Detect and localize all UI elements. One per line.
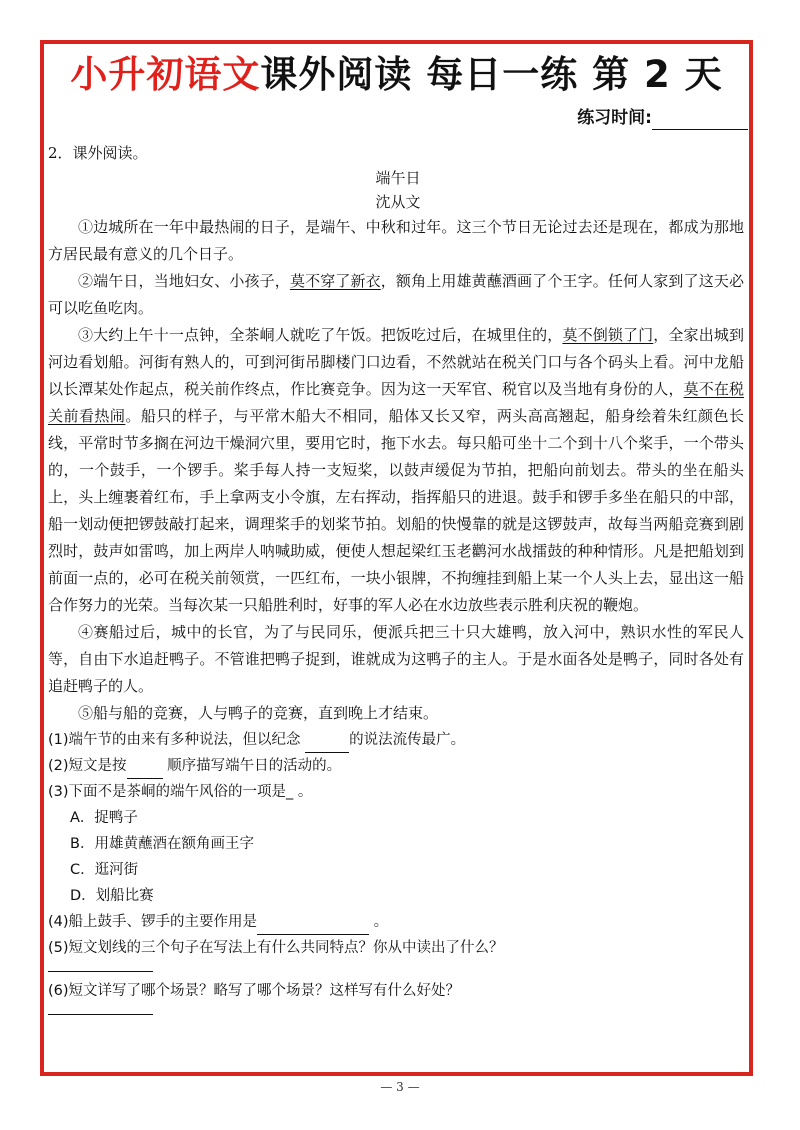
page-title [44,52,749,98]
question-2-text: (2)短文是按 [48,758,127,774]
paragraph-3-text: ③大约上午十一点钟，全茶峒人就吃了午饭。把饭吃过后，在城里住的， [78,326,563,344]
title-black-part: 课外阅读 每日一练 第 2 天 [260,53,723,96]
question-3: (3)下面不是茶峒的端午风俗的一项是_ 。 [48,784,313,800]
question-1-text: (1)端午节的由来有多种说法，但以纪念 [48,732,306,748]
paragraph-3 [48,322,748,619]
question-4 [48,909,748,935]
practice-time-label: 练习时间: [577,108,652,128]
option-c[interactable]: C．逛河街 [70,862,139,878]
paragraph-2-text: ②端午日，当地妇女、小孩子， [78,272,290,290]
article-author: 沈从文 [375,193,421,211]
question-4-text: (4)船上鼓手、锣手的主要作用是 [48,914,258,930]
paragraph-2-text-end: ，额角上用雄黄蘸酒画了个王字。任何人家到了这天必可以吃鱼吃肉。 [48,272,744,317]
answer-line-5[interactable] [48,963,153,972]
practice-time [577,106,748,130]
question-2-text-end: 顺序描写端午日的活动的。 [162,758,342,774]
underlined-sentence-3: 莫不在税关前看热闹 [48,380,744,425]
paragraph-2 [48,268,748,322]
question-1-text-end: 的说法流传最广。 [349,732,466,748]
question-1 [48,727,748,753]
paragraph-1: ①边城所在一年中最热闹的日子，是端午、中秋和过年。这三个节日无论过去还是现在，都成为那地方居民最有意义的几个日子。 [48,218,744,263]
question-heading: 2．课外阅读。 [48,144,148,162]
paragraph-4: ④赛船过后，城中的长官，为了与民同乐，便派兵把三十只大雄鸭，放入河中，熟识水性的军民人等，自由下水追赶鸭子。不管谁把鸭子捉到，谁就成为这鸭子的主人。于是水面各处是鸭子，同时各处有追赶鸭子的人。 [48,623,744,695]
question-4-text-end: 。 [369,914,389,930]
title-red-part: 小升初语文 [70,53,261,96]
paragraph-3-text-mid: ，全家出城到河边看划船。河街有熟人的，可到河街吊脚楼门口边看，不然就站在税关门口与各个码头上看。河中龙船以长潭某处作起点，税关前作终点，作比赛竞争。因为这一天军官、税官以及当地有身份的人， [48,326,744,398]
answer-blank-1[interactable] [305,736,349,753]
option-b[interactable]: B．用雄黄蘸酒在额角画王字 [70,836,254,852]
paragraph-3-text-end: 。船只的样子，与平常木船大不相同，船体又长又窄，两头高高翘起，船身绘着朱红颜色长线，平常时节多搁在河边干燥洞穴里，要用它时，拖下水去。每只船可坐十二个到十八个桨手，一个带头的，一个鼓手，一个锣手。桨手每人持一支短桨，以鼓声缓促为节拍，把船向前划去。带头的坐在船头上，头上缠裹着红布，手上拿两支小令旗，左右挥动，指挥船只的进退。鼓手和锣手多坐在船只的中部，船一划动便把锣鼓敲打起来，调理桨手的划桨节拍。划船的快慢靠的就是这锣鼓声，故每当两船竞赛到剧烈时，鼓声如雷鸣，加上两岸人呐喊助威，便使人想起梁红玉老鹳河水战擂鼓的种种情形。凡是把船划到前面一点的，必可在税关前领赏，一匹红布，一块小银牌，不拘缠挂到船上某一个人头上去，显出这一船合作努力的光荣。当每次某一只船胜利时，好事的军人必在水边放些表示胜利庆祝的鞭炮。 [48,407,744,614]
option-d[interactable]: D．划船比赛 [70,888,154,904]
paragraph-5: ⑤船与船的竞赛，人与鸭子的竞赛，直到晚上才结束。 [78,704,439,722]
question-5: (5)短文划线的三个句子在写法上有什么共同特点？你从中读出了什么？ [48,940,504,956]
questions [48,727,748,1015]
answer-blank-2[interactable] [127,762,163,779]
worksheet-content [48,140,748,1021]
answer-blank-4[interactable] [257,918,369,935]
practice-time-blank[interactable] [652,111,748,130]
option-a[interactable]: A．捉鸭子 [70,810,138,826]
underlined-sentence-2: 莫不倒锁了门 [562,326,654,344]
answer-line-6[interactable] [48,1006,153,1015]
passage [48,214,748,727]
article-title: 端午日 [375,169,421,187]
question-2 [48,753,748,779]
page-number: — 3 — [380,1080,420,1094]
underlined-sentence-1: 莫不穿了新衣 [289,272,381,290]
question-6: (6)短文详写了哪个场景？略写了哪个场景？这样写有什么好处？ [48,983,461,999]
